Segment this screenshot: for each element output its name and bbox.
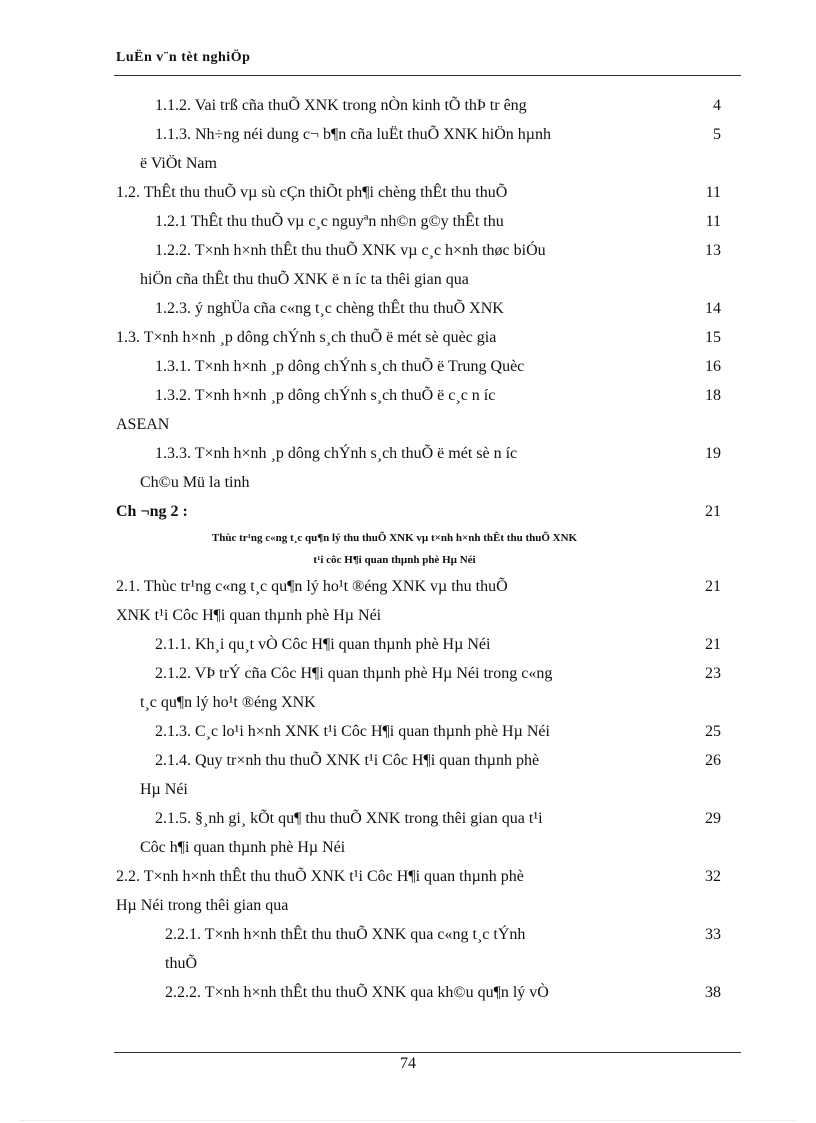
toc-entry — [0, 91, 816, 120]
toc-entry-line: 1.2.3. ý nghÜa cña c«ng t¸c chèng thÊt thu thuÕ XNK — [155, 300, 504, 317]
toc-entry-title — [155, 91, 673, 120]
toc-entry-title — [155, 630, 673, 659]
toc-entry-line: Hµ Néi — [140, 781, 188, 798]
toc-entry-page-number: 23 — [705, 665, 721, 682]
toc-entry-title — [155, 207, 673, 236]
toc-entry-page-number: 4 — [713, 97, 721, 114]
chapter-subtitle-line-2: t¹i côc H¶i quan thµnh phè Hµ Néi — [313, 554, 476, 566]
toc-entry-page-number: 16 — [705, 358, 721, 375]
toc-entry-page-number: 33 — [705, 926, 721, 943]
toc-entry-page-number: 21 — [705, 578, 721, 595]
toc-entry-title — [140, 236, 673, 294]
toc-entry — [0, 207, 816, 236]
toc-entry-page-number: 26 — [705, 752, 721, 769]
running-header: LuËn v¨n tèt nghiÖp — [116, 50, 251, 65]
toc-entry-page-number: 21 — [705, 636, 721, 653]
toc-entry-line: 1.2. ThÊt thu thuÕ vµ sù cÇn thiÕt ph¶i chèng thÊt thu thuÕ — [116, 184, 508, 201]
toc-entry-page-number: 21 — [705, 503, 721, 520]
toc-entry — [0, 804, 816, 862]
toc-entry-line: Ch©u Mü la tinh — [140, 474, 250, 491]
toc-entry-line: 1.1.2. Vai trß cña thuÕ XNK trong nÒn kinh tÕ thÞ tr êng — [155, 97, 527, 114]
toc-entry-line: ë ViÖt Nam — [140, 155, 217, 172]
toc-entry-page-number: 29 — [705, 810, 721, 827]
toc-entry — [0, 439, 816, 497]
toc-entry-line: 2.1.2. VÞ trÝ cña Côc H¶i quan thµnh phè Hµ Néi trong c«ng — [155, 665, 553, 682]
toc-entry-line: thuÕ — [165, 955, 197, 972]
toc-entry-line: 2.2. T×nh h×nh thÊt thu thuÕ XNK t¹i Côc H¶i quan thµnh phè — [116, 868, 524, 885]
toc-entry-page-number: 15 — [705, 329, 721, 346]
toc-entry-line: 1.2.1 ThÊt thu thuÕ vµ c¸c nguyªn nh©n g©y thÊt thu — [155, 213, 504, 230]
toc-entry-line: 1.2.2. T×nh h×nh thÊt thu thuÕ XNK vµ c¸c h×nh thøc biÓu — [155, 242, 546, 259]
toc-entry — [0, 497, 816, 526]
page-number: 74 — [400, 1055, 416, 1072]
toc-entry-line: 2.1.5. §¸nh gi¸ kÕt qu¶ thu thuÕ XNK trong thêi gian qua t¹i — [155, 810, 543, 827]
toc-entry-title — [140, 659, 673, 717]
toc-entry — [0, 120, 816, 178]
toc-entry-title — [116, 497, 673, 526]
toc-entry — [0, 178, 816, 207]
toc-entry-line: 1.3. T×nh h×nh ¸p dông chÝnh s¸ch thuÕ ë mét sè quèc gia — [116, 329, 497, 346]
toc-entry-title — [116, 323, 673, 352]
footer-rule — [114, 1052, 741, 1053]
toc-entry-line: XNK t¹i Côc H¶i quan thµnh phè Hµ Néi — [116, 607, 382, 624]
toc-entry — [0, 572, 816, 630]
toc-entry-line: 1.3.1. T×nh h×nh ¸p dông chÝnh s¸ch thuÕ ë Trung Quèc — [155, 358, 525, 375]
toc-entry — [0, 294, 816, 323]
toc-entry-line: Côc h¶i quan thµnh phè Hµ Néi — [140, 839, 346, 856]
toc-entry-title — [140, 804, 673, 862]
toc-entry-title — [116, 862, 673, 920]
toc-entry — [0, 920, 816, 978]
toc-entry-line: Ch ¬ng 2 : — [116, 503, 188, 520]
toc-entry-line: 2.1.1. Kh¸i qu¸t vÒ Côc H¶i quan thµnh phè Hµ Néi — [155, 636, 491, 653]
toc-entry-title — [116, 178, 673, 207]
toc-entry-line: 1.3.3. T×nh h×nh ¸p dông chÝnh s¸ch thuÕ ë mét sè n íc — [155, 445, 518, 462]
toc-entry-title — [155, 717, 673, 746]
toc-entry-line: Hµ Néi trong thêi gian qua — [116, 897, 289, 914]
toc-entry-page-number: 11 — [705, 213, 721, 230]
toc-entry-page-number: 19 — [705, 445, 721, 462]
toc-entry-page-number: 32 — [705, 868, 721, 885]
toc-entry — [0, 236, 816, 294]
toc-entry — [0, 630, 816, 659]
toc-entry-page-number: 13 — [705, 242, 721, 259]
toc-entry-line: 1.1.3. Nh÷ng néi dung c¬ b¶n cña luËt thuÕ XNK hiÖn hµnh — [155, 126, 552, 143]
toc-entry-title — [116, 572, 673, 630]
toc-entry-title — [116, 381, 673, 439]
toc-entry-page-number: 18 — [705, 387, 721, 404]
header-rule — [114, 75, 741, 76]
toc-entry-line: 2.1.3. C¸c lo¹i h×nh XNK t¹i Côc H¶i quan thµnh phè Hµ Néi — [155, 723, 550, 740]
toc-entry-title — [165, 920, 673, 978]
page-edge-dotted-line — [20, 1120, 796, 1121]
toc-entry — [0, 381, 816, 439]
toc-entry-line: 2.2.2. T×nh h×nh thÊt thu thuÕ XNK qua kh©u qu¶n lý vÒ — [165, 984, 549, 1001]
toc-entry-line: 2.2.1. T×nh h×nh thÊt thu thuÕ XNK qua c«ng t¸c tÝnh — [165, 926, 526, 943]
toc-entry-title — [165, 978, 673, 1007]
toc-entry — [0, 746, 816, 804]
toc-entry-page-number: 25 — [705, 723, 721, 740]
toc-entry-page-number: 5 — [713, 126, 721, 143]
toc-entry — [0, 717, 816, 746]
toc-entry-title — [140, 120, 673, 178]
toc-entry — [0, 659, 816, 717]
toc-entry-line: 2.1.4. Quy tr×nh thu thuÕ XNK t¹i Côc H¶i quan thµnh phè — [155, 752, 540, 769]
toc-entry-line: 1.3.2. T×nh h×nh ¸p dông chÝnh s¸ch thuÕ ë c¸c n íc — [155, 387, 496, 404]
toc-entry — [0, 862, 816, 920]
toc-entry-title — [155, 352, 673, 381]
toc-entry-line: ASEAN — [116, 416, 170, 433]
chapter-subtitle-line-1: Thùc tr¹ng c«ng t¸c qu¶n lý thu thuÕ XNK vµ t×nh h×nh thÊt thu thuÕ XNK — [211, 532, 578, 544]
toc-entry-title — [140, 746, 673, 804]
toc-entry-page-number: 11 — [705, 184, 721, 201]
toc-entry-line: hiÖn cña thÊt thu thuÕ XNK ë n íc ta thêi gian qua — [140, 271, 469, 288]
toc-entry — [0, 352, 816, 381]
toc-entry-line: 2.1. Thùc tr¹ng c«ng t¸c qu¶n lý ho¹t ®éng XNK vµ thu thuÕ — [116, 578, 508, 595]
toc-entry — [0, 978, 816, 1007]
toc-entry-title — [155, 294, 673, 323]
toc-entry-page-number: 38 — [705, 984, 721, 1001]
toc-entry-page-number: 14 — [705, 300, 721, 317]
toc-entry — [0, 323, 816, 352]
toc-entry-line: t¸c qu¶n lý ho¹t ®éng XNK — [140, 694, 316, 711]
toc-entry-title — [140, 439, 673, 497]
